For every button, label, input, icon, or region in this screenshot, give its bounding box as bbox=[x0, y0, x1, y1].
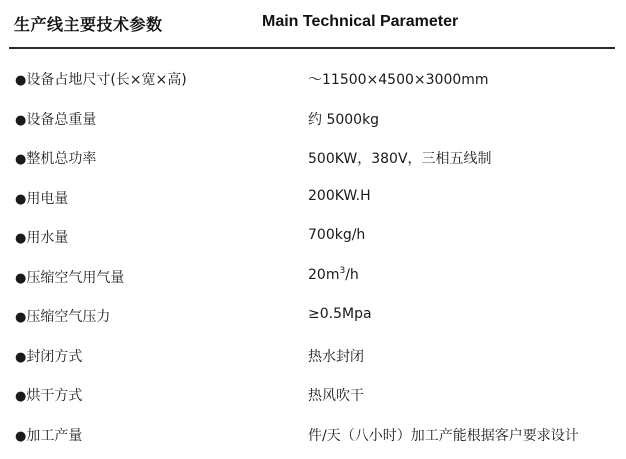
parameter-row-power-consumption bbox=[0, 179, 626, 219]
parameter-list bbox=[0, 60, 626, 455]
parameter-label-text: 压缩空气压力 bbox=[26, 309, 111, 325]
parameter-value: 500KW，380V，三相五线制 bbox=[308, 151, 492, 167]
parameter-label bbox=[15, 385, 82, 405]
parameter-label-text: 烘干方式 bbox=[26, 388, 83, 404]
parameter-row-output bbox=[0, 416, 626, 456]
parameter-label bbox=[15, 227, 68, 247]
parameter-label-text: 整机总功率 bbox=[26, 151, 97, 167]
parameter-label-text: 设备总重量 bbox=[26, 111, 97, 128]
title-english: Main Technical Parameter bbox=[262, 13, 459, 30]
bullet-icon: ● bbox=[15, 428, 27, 444]
parameter-label bbox=[15, 425, 82, 445]
bullet-icon: ● bbox=[15, 112, 27, 128]
value-base: 20m bbox=[308, 266, 340, 283]
parameter-row-compressed-air-consumption bbox=[0, 258, 626, 298]
parameter-value: 热水封闭 bbox=[308, 348, 364, 365]
parameter-row-drying-method bbox=[0, 376, 626, 416]
parameter-value: 件/天（八小时）加工产能根据客户要求设计 bbox=[308, 427, 579, 444]
bullet-icon: ● bbox=[15, 191, 27, 207]
parameter-row-compressed-air-pressure bbox=[0, 297, 626, 337]
bullet-icon: ● bbox=[15, 73, 27, 88]
bullet-icon: ● bbox=[15, 270, 27, 286]
header-divider bbox=[9, 47, 615, 49]
parameter-row-total-power bbox=[0, 139, 626, 179]
parameter-value: 约 5000kg bbox=[308, 111, 380, 128]
parameter-value: ≥0.5Mpa bbox=[308, 306, 372, 322]
parameter-label-text: 封闭方式 bbox=[26, 348, 83, 365]
parameter-row-water-consumption bbox=[0, 218, 626, 258]
parameter-value: 热风吹干 bbox=[308, 388, 364, 404]
parameter-label-text: 用水量 bbox=[26, 230, 69, 246]
parameter-label-text: 设备占地尺寸(长×宽×高) bbox=[26, 72, 187, 88]
parameter-label bbox=[15, 188, 68, 208]
parameter-label-text: 加工产量 bbox=[26, 427, 83, 444]
parameter-row-sealing-method bbox=[0, 337, 626, 377]
parameter-label bbox=[15, 306, 110, 326]
parameter-label bbox=[15, 69, 187, 89]
parameter-value: 700kg/h bbox=[308, 227, 366, 243]
parameter-value bbox=[308, 267, 359, 283]
parameter-label bbox=[15, 346, 82, 366]
bullet-icon: ● bbox=[15, 152, 27, 167]
title-chinese: 生产线主要技术参数 bbox=[14, 15, 163, 34]
parameter-label bbox=[15, 148, 96, 168]
parameter-row-weight bbox=[0, 100, 626, 140]
value-superscript: 3 bbox=[339, 265, 346, 276]
bullet-icon: ● bbox=[15, 231, 27, 246]
parameter-value: 200KW.H bbox=[308, 187, 371, 204]
parameter-label-text: 用电量 bbox=[26, 190, 69, 207]
header bbox=[0, 0, 626, 50]
parameter-label bbox=[15, 267, 124, 287]
value-unit: /h bbox=[345, 266, 359, 283]
bullet-icon: ● bbox=[15, 310, 27, 325]
parameter-label bbox=[15, 109, 96, 129]
bullet-icon: ● bbox=[15, 389, 27, 404]
parameter-value: ～11500×4500×3000mm bbox=[308, 72, 489, 88]
bullet-icon: ● bbox=[15, 349, 27, 365]
parameter-label-text: 压缩空气用气量 bbox=[26, 269, 125, 286]
parameter-row-dimensions bbox=[0, 60, 626, 100]
